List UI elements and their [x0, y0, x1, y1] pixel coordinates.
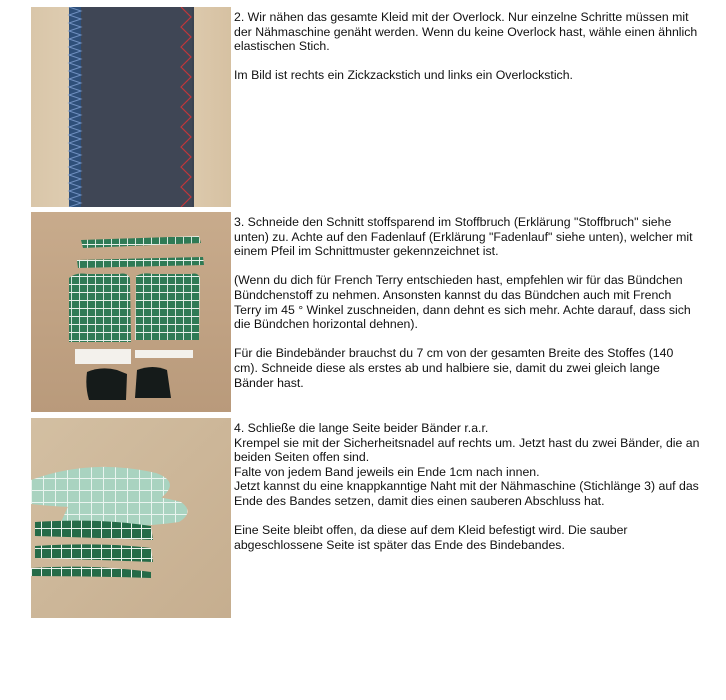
- step-4-line-3: Falte von jedem Band jeweils ein Ende 1cm nach innen.: [234, 464, 540, 479]
- step-3-paragraph-2: (Wenn du dich für French Terry entschieden hast, empfehlen wir für das Bündchen Bündchenstoff zu nehmen. Ansonsten kannst du das Bündchen auch mit French Terry im 45 ° Winkel zuschneiden, dann dehnt es sich mehr. Achte darauf, dass sich die Bündchen horizontal dehnen).: [234, 273, 691, 332]
- ties-photo-illustration: [31, 418, 231, 618]
- stitch-photo-illustration: [31, 7, 231, 207]
- step-2-paragraph-2: Im Bild ist rechts ein Zickzackstich und links ein Overlockstich.: [234, 68, 573, 83]
- step-3-row: [31, 212, 701, 412]
- step-3-text: [234, 212, 700, 412]
- step-2-paragraph-1: 2. Wir nähen das gesamte Kleid mit der Overlock. Nur einzelne Schritte müssen mit der Nähmaschine genäht werden. Wenn du keine Overlock hast, wähle einen ähnlich elastischen Stich.: [234, 10, 698, 54]
- step-4-row: [31, 418, 701, 618]
- photo-stitches: [31, 7, 231, 207]
- step-4-text: [234, 418, 700, 618]
- step-4-line-2: Krempel sie mit der Sicherheitsnadel auf rechts um. Jetzt hast du zwei Bänder, die an beiden Seiten offen sind.: [234, 435, 700, 465]
- step-4-line-4: Jetzt kannst du eine knappkanntige Naht mit der Nähmaschine (Stichlänge 3) auf das Ende des Bandes setzen, damit dies einen sauberen Abschluss hat.: [234, 479, 699, 508]
- step-2-text: [234, 7, 700, 207]
- photo-cut-pieces: [31, 212, 231, 412]
- cut-pieces-photo-illustration: [31, 212, 231, 412]
- photo-ties: [31, 418, 231, 618]
- step-3-paragraph-3: Für die Bindebänder brauchst du 7 cm von der gesamten Breite des Stoffes (140 cm). Schneide diese als erstes ab und halbiere sie, damit du zwei gleich lange Bänder hast.: [234, 346, 674, 390]
- step-3-paragraph-1: 3. Schneide den Schnitt stoffsparend im Stoffbruch (Erklärung "Stoffbruch" siehe unten) zu. Achte auf den Fadenlauf (Erklärung "Fadenlauf" siehe unten), welcher mit einem Pfeil im Schnittmuster gekennzeichnet ist.: [234, 215, 693, 259]
- step-4-paragraph-2: Eine Seite bleibt offen, da diese auf dem Kleid befestigt wird. Die sauber abgeschlossene Seite ist später das Ende des Bindebandes.: [234, 523, 628, 552]
- step-2-row: [31, 7, 701, 207]
- step-4-line-1: 4. Schließe die lange Seite beider Bänder r.a.r.: [234, 421, 489, 435]
